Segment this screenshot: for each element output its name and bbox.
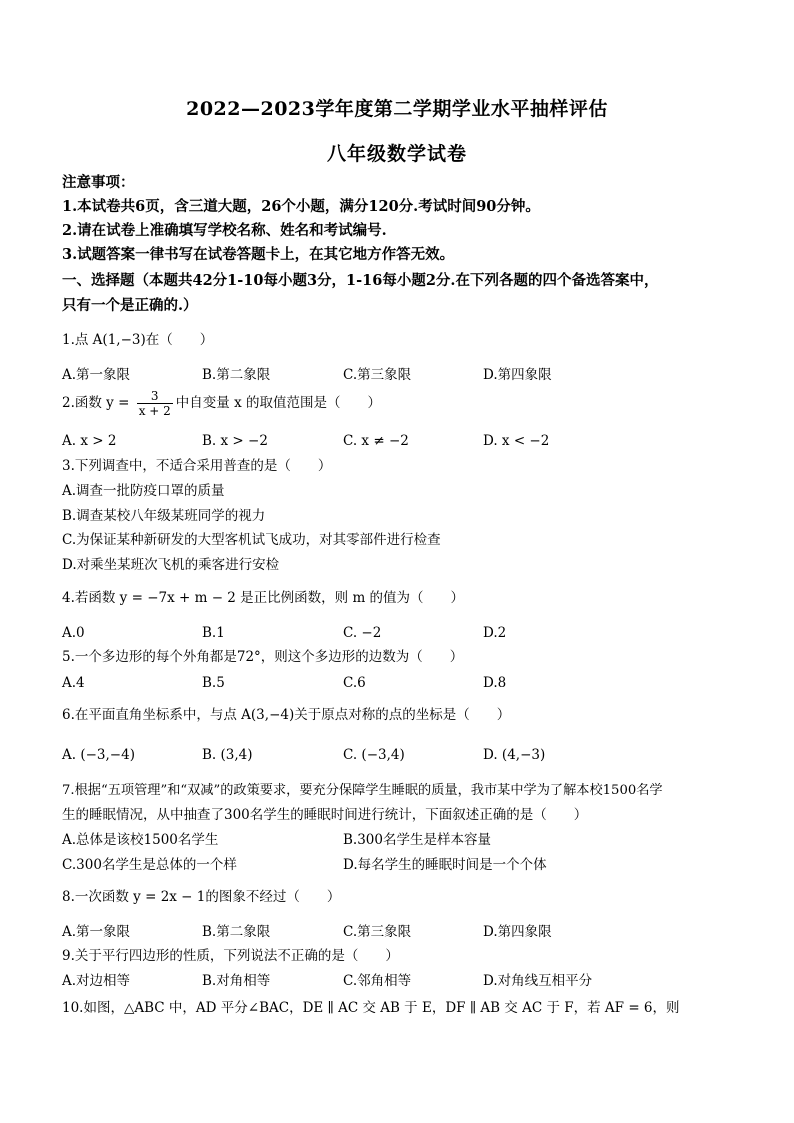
q2-option-d: D. x < −2	[483, 433, 550, 449]
q6-option-b: B. (3,4)	[202, 747, 253, 763]
q9-option-c: C.邻角相等	[343, 973, 412, 989]
q2-option-a: A. x > 2	[62, 433, 117, 449]
q6-option-d: D. (4,−3)	[483, 747, 546, 763]
q1-option-a: A.第一象限	[62, 367, 131, 383]
q8-option-b: B.第二象限	[202, 924, 271, 940]
q1-option-c: C.第三象限	[343, 367, 412, 383]
exam-subtitle: 八年级数学试卷	[326, 143, 467, 165]
q6-option-c: C. (−3,4)	[343, 747, 405, 763]
q7-option-a: A.总体是该校1500名学生	[62, 832, 219, 848]
q7-option-c: C.300名学生是总体的一个样	[62, 857, 237, 873]
q8-option-c: C.第三象限	[343, 924, 412, 940]
q6-stem: 6.在平面直角坐标系中，与点 A(3,−4)关于原点对称的点的坐标是（ ）	[62, 707, 511, 723]
section1-instructions-line1: 一、选择题（本题共42分1-10每小题3分，1-16每小题2分.在下列各题的四个备选答案中，	[62, 272, 659, 289]
q1-stem: 1.点 A(1,−3)在（ ）	[62, 332, 214, 348]
q9-option-a: A.对边相等	[62, 973, 131, 989]
q3-option-a: A.调查一批防疫口罩的质量	[62, 483, 225, 499]
notice-item-2: 2.请在试卷上准确填写学校名称、姓名和考试编号.	[62, 222, 387, 239]
q7-stem-line1: 7.根据“五项管理”和“双减”的政策要求，要充分保障学生睡眠的质量，我市某中学为了解本校1500名学	[62, 783, 663, 798]
q3-option-b: B.调查某校八年级某班同学的视力	[62, 508, 266, 524]
q4-option-a: A.0	[62, 625, 85, 641]
q7-option-d: D.每名学生的睡眠时间是一个个体	[343, 857, 547, 873]
notice-item-3: 3.试题答案一律书写在试卷答题卡上，在其它地方作答无效。	[62, 246, 455, 263]
q9-stem: 9.关于平行四边形的性质，下列说法不正确的是（ ）	[62, 948, 399, 964]
q9-option-b: B.对角相等	[202, 973, 271, 989]
q8-stem: 8.一次函数 y = 2x − 1的图象不经过（ ）	[62, 889, 341, 905]
q4-option-c: C. −2	[343, 625, 382, 641]
q2-fraction-numerator: 3	[137, 389, 173, 404]
q5-option-a: A.4	[62, 675, 85, 691]
q1-option-b: B.第二象限	[202, 367, 271, 383]
notice-heading: 注意事项：	[62, 174, 135, 191]
q4-option-b: B.1	[202, 625, 225, 641]
q2-fraction-denominator: x + 2	[138, 404, 171, 418]
q2-option-c: C. x ≠ −2	[343, 433, 409, 449]
notice-item-1: 1.本试卷共6页，含三道大题，26个小题，满分120分.考试时间90分钟。	[62, 198, 540, 215]
q2-stem-prefix: 2.函数 y =	[62, 395, 134, 411]
q7-option-b: B.300名学生是样本容量	[343, 832, 491, 848]
q5-stem: 5.一个多边形的每个外角都是72°，则这个多边形的边数为（ ）	[62, 649, 464, 665]
q4-stem: 4.若函数 y = −7x + m − 2 是正比例函数，则 m 的值为（ ）	[62, 590, 465, 606]
q6-option-a: A. (−3,−4)	[62, 747, 135, 763]
q7-stem-line2: 生的睡眠情况，从中抽查了300名学生的睡眠时间进行统计，下面叙述正确的是（ ）	[62, 807, 588, 823]
q5-option-c: C.6	[343, 675, 366, 691]
q3-stem: 3.下列调查中，不适合采用普查的是（ ）	[62, 458, 332, 474]
q10-stem: 10.如图，△ABC 中，AD 平分∠BAC，DE ∥ AC 交 AB 于 E，DF ∥ AB 交 AC 于 F，若 AF = 6，则	[62, 1000, 680, 1016]
q8-option-d: D.第四象限	[483, 924, 552, 940]
q5-option-d: D.8	[483, 675, 507, 691]
q5-option-b: B.5	[202, 675, 225, 691]
section1-instructions-line2: 只有一个是正确的.）	[62, 297, 198, 314]
q9-option-d: D.对角线互相平分	[483, 973, 593, 989]
q8-option-a: A.第一象限	[62, 924, 131, 940]
q2-option-b: B. x > −2	[202, 433, 268, 449]
q4-option-d: D.2	[483, 625, 507, 641]
q2-stem-suffix: 中自变量 x 的取值范围是（ ）	[175, 395, 381, 411]
q1-option-d: D.第四象限	[483, 367, 552, 383]
q3-option-c: C.为保证某种新研发的大型客机试飞成功，对其零部件进行检查	[62, 532, 441, 548]
exam-title: 2022—2023学年度第二学期学业水平抽样评估	[186, 98, 608, 120]
q2-fraction	[137, 389, 173, 418]
q3-option-d: D.对乘坐某班次飞机的乘客进行安检	[62, 557, 280, 573]
q2-stem	[62, 389, 381, 418]
